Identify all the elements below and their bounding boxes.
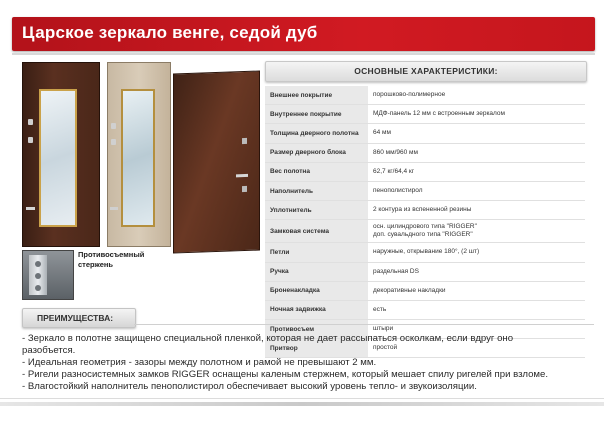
advantage-item: - Влагостойкий наполнитель пенополистирол обеспечивает высокий уровень тепло- и звукоизоляции. (22, 381, 477, 392)
mirror-panel (39, 89, 77, 227)
advantage-item: - Зеркало в полотне защищено специальной пленкой, которая не дает рассыпаться осколкам, если вдруг оно (22, 333, 514, 344)
spec-row (265, 105, 585, 124)
spec-value (373, 220, 585, 242)
spec-value: порошково-полимерное (373, 91, 446, 99)
spec-row (265, 163, 585, 182)
advantages-divider (134, 324, 594, 325)
spec-row (265, 86, 585, 105)
spec-row (265, 243, 585, 262)
advantages-header (22, 308, 136, 328)
pin-dot (35, 285, 41, 291)
spec-key: Ночная задвижка (265, 301, 368, 319)
spec-value: 860 мм/960 мм (373, 148, 418, 156)
spec-value-line: осн. цилиндрового типа "RIGGER" (373, 223, 477, 231)
spec-value: штыри (373, 325, 394, 333)
footer-bar (0, 402, 604, 406)
advantage-item: - Ригели разносистемных замков RIGGER оснащены каленым стержнем, который мешает спилу ригелей при взломе. (22, 369, 549, 380)
spec-value: 2 контура из вспененной резины (373, 206, 472, 214)
spec-key: Петли (265, 243, 368, 261)
door-handle (110, 207, 118, 210)
spec-value: декоративные накладки (373, 286, 446, 294)
specs-table (265, 86, 585, 358)
lock-icon (111, 123, 116, 129)
spec-value: МДФ-панель 12 мм с встроенным зеркалом (373, 110, 505, 118)
spec-value: раздельная DS (373, 267, 419, 275)
spec-key: Противосъем (265, 320, 368, 338)
spec-key: Броненакладка (265, 282, 368, 300)
spec-key: Толщина дверного полотна (265, 124, 368, 142)
anti-removal-pin-image (22, 250, 74, 300)
spec-row (265, 263, 585, 282)
spec-value: 64 мм (373, 129, 391, 137)
spec-key: Ручка (265, 263, 368, 281)
page-title: Царское зеркало венге, седой дуб (22, 23, 318, 42)
lock-icon (28, 137, 33, 143)
specs-header (265, 61, 587, 82)
door-handle (26, 207, 35, 210)
spec-row (265, 124, 585, 143)
advantage-item: разобъется. (22, 345, 76, 356)
spec-key: Притвор (265, 339, 368, 357)
door-image-wenge (22, 62, 100, 247)
lock-icon (111, 139, 116, 145)
spec-row (265, 182, 585, 201)
advantage-item: - Идеальная геометрия - зазоры между полотном и рамой не превышают 2 мм. (22, 357, 377, 368)
spec-value: наружные, открывание 180°, (2 шт) (373, 248, 480, 256)
lock-icon (28, 119, 33, 125)
keyhole-icon (242, 138, 247, 144)
spec-value: простой (373, 344, 398, 352)
spec-key: Размер дверного блока (265, 144, 368, 162)
spec-row (265, 144, 585, 163)
spec-key: Внешнее покрытие (265, 86, 368, 104)
spec-value: пенополистирол (373, 187, 423, 195)
spec-row (265, 220, 585, 243)
specs-title: ОСНОВНЫЕ ХАРАКТЕРИСТИКИ: (354, 66, 498, 76)
mirror-panel (121, 89, 155, 227)
spec-value-line: доп. сувальдного типа "RIGGER" (373, 231, 473, 239)
spec-key: Вес полотна (265, 163, 368, 181)
title-banner (12, 17, 595, 51)
pin-label: Противосъемный стержень (78, 250, 145, 269)
keyhole-icon (242, 186, 247, 192)
door-image-gray-oak (107, 62, 171, 247)
spec-row (265, 301, 585, 320)
spec-key: Внутреннее покрытие (265, 105, 368, 123)
spec-value: 62,7 кг/64,4 кг (373, 167, 415, 175)
footer-divider (0, 398, 604, 399)
door-image-exterior (173, 70, 260, 253)
pin-dot (35, 261, 41, 267)
spec-key: Замковая система (265, 220, 368, 242)
banner-divider (12, 53, 595, 55)
door-handle (236, 174, 248, 177)
spec-row (265, 201, 585, 220)
spec-row (265, 282, 585, 301)
spec-key: Уплотнитель (265, 201, 368, 219)
pin-dot (35, 273, 41, 279)
spec-value: есть (373, 305, 387, 313)
advantages-list (22, 333, 594, 393)
spec-key: Наполнитель (265, 182, 368, 200)
advantages-title: ПРЕИМУЩЕСТВА: (37, 313, 114, 323)
